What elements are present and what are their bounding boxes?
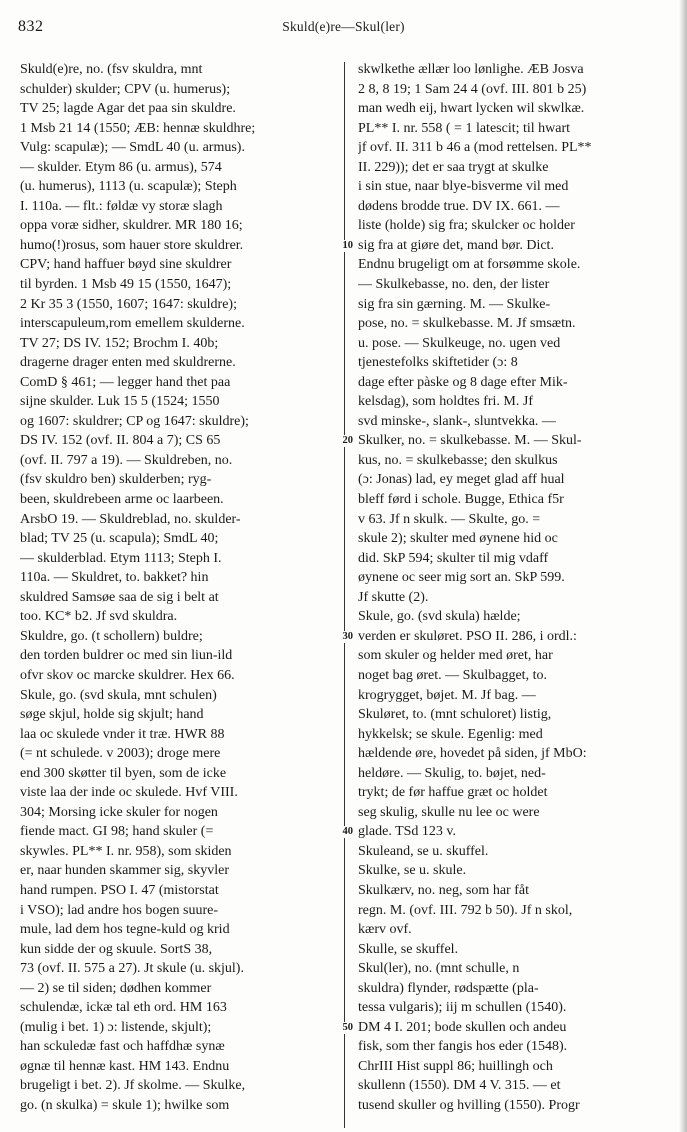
text-line: glade. TSd 123 v.	[358, 824, 456, 840]
text-line: II. 229)); det er saa trygt at skulke	[358, 159, 549, 175]
text-line: 73 (ovf. II. 575 a 27). Jt skule (u. skjul).	[20, 961, 244, 977]
text-line: regn. M. (ovf. III. 792 b 50). Jf n skol,	[358, 902, 573, 918]
text-line: Endnu brugeligt om at forsømme skole.	[358, 257, 581, 273]
text-line: schulder) skulder; CPV (u. humerus);	[20, 81, 231, 97]
text-line: fisk, som ther fangis hos eder (1548).	[358, 1039, 568, 1055]
text-line: (ɔ: Jonas) lad, ey meget glad aff hual	[358, 472, 565, 488]
text-line: humo(!)rosus, som hauer store skuldrer.	[20, 237, 244, 253]
text-line: (= nt schulede. v 2003); droge mere	[20, 746, 221, 762]
text-line: Vulg: scapulæ); — SmdL 40 (u. armus).	[20, 140, 245, 156]
text-line: svd minske-, slank-, sluntvekka. —	[358, 413, 556, 429]
text-line: man wedh eij, hwart lycken wil skwlkæ.	[358, 101, 585, 117]
text-line: go. (n skulka) = skule 1); hwilke som	[20, 1097, 230, 1113]
text-line: oppa voræ sidher, skuldrer. MR 180 16;	[20, 218, 243, 234]
text-line: til byrden. 1 Msb 49 15 (1550, 1647);	[20, 277, 232, 293]
text-line: (mulig i bet. 1) ɔ: listende, skjult);	[20, 1019, 212, 1035]
text-line: skwlkethe ællær loo lønlighe. ÆB Josva	[358, 62, 584, 77]
text-line: trykt; de før haffue græt oc holdet	[358, 785, 548, 801]
text-line: — skulderblad. Etym 1113; Steph I.	[20, 550, 222, 566]
text-line: ArsbO 19. — Skuldreblad, no. skulder-	[20, 511, 241, 527]
right-column	[358, 60, 670, 1116]
text-line: did. SkP 594; skulter til mig vdaff	[358, 550, 549, 566]
text-line: interscapuleum,rom emellem skulderne.	[20, 316, 245, 332]
text-line: end 300 skøtter til byen, som de icke	[20, 765, 227, 781]
text-line: Skuldre, go. (t schollern) buldre;	[20, 628, 203, 644]
margin-line-number: 10	[339, 240, 353, 252]
page-header	[18, 18, 669, 40]
text-line: den torden buldrer oc med sin liun-ild	[20, 648, 233, 664]
text-line: Skuleand, se u. skuffel.	[358, 843, 489, 859]
text-line: hand rumpen. PSO I. 47 (mistorstat	[20, 882, 219, 898]
text-line: skullenn (1550). DM 4 V. 315. — et	[358, 1078, 561, 1094]
text-line: 304; Morsing icke skuler for nogen	[20, 804, 218, 820]
text-line: skywles. PL** I. nr. 958), som skiden	[20, 843, 232, 859]
text-line: Skule, go. (svd skula) hælde;	[358, 609, 521, 625]
text-line: fiende mact. GI 98; hand skuler (=	[20, 824, 214, 840]
text-line: kus, no. = skulkebasse; den skulkus	[358, 452, 558, 468]
text-line: u. pose. — Skulkeuge, no. ugen ved	[358, 335, 561, 351]
text-line: schulendæ, ickæ tal eth ord. HM 163	[20, 1000, 227, 1016]
text-line: been, skuldrebeen arme oc laarbeen.	[20, 492, 224, 508]
text-line: TV 27; DS IV. 152; Brochm I. 40b;	[20, 335, 219, 351]
text-line: sig fra sin gærning. M. — Skulke-	[358, 296, 551, 312]
text-line: heldøre. — Skulig, to. bøjet, ned-	[358, 765, 546, 781]
text-line: skule 2); skulter med øynene hid oc	[358, 531, 558, 547]
text-line: 2 Kr 35 3 (1550, 1607; 1647: skuldre);	[20, 296, 237, 312]
text-line: søge skjul, holde sig skjult; hand	[20, 707, 204, 723]
page-edge-shadow	[679, 0, 687, 1132]
text-line: pose, no. = skulkebasse. M. Jf smsætn.	[358, 316, 576, 332]
text-line: hykkelsk; se skule. Egenlig: med	[358, 726, 543, 742]
page-number: 832	[18, 18, 44, 35]
text-line: tjenestefolks skiftetider (ɔ: 8	[358, 355, 518, 371]
text-line: dødens brodde true. DV IX. 661. —	[358, 198, 560, 214]
text-line: Skulkærv, no. neg, som har fåt	[358, 882, 529, 898]
text-line: i sin stue, naar blye-bisverme vil med	[358, 179, 569, 195]
text-line: Skule, go. (svd skula, mnt schulen)	[20, 687, 217, 703]
text-line: som skuler og helder med øret, har	[358, 648, 553, 664]
text-line: noget bag øret. — Skulbagget, to.	[358, 667, 547, 683]
margin-line-number: 40	[339, 826, 353, 838]
text-line: verden er skuløret. PSO II. 286, i ordl.:	[358, 628, 577, 644]
text-line: Skulle, se skuffel.	[358, 941, 459, 957]
text-line: (u. humerus), 1113 (u. scapulæ); Steph	[20, 179, 237, 195]
text-line: han sckuledæ fast och haffdhæ synæ	[20, 1039, 225, 1055]
text-line: øgnæ til hennæ kast. HM 143. Endnu	[20, 1058, 230, 1074]
text-line: ChrIII Hist suppl 86; huillingh och	[358, 1058, 553, 1074]
text-line: sig fra at giøre det, mand bør. Dict.	[358, 237, 554, 253]
text-line: bleff førd i schole. Bugge, Ethica f5r	[358, 492, 564, 508]
text-line: Skul(ler), no. (mnt schulle, n	[358, 961, 520, 977]
text-line: v 63. Jf n skulk. — Skulte, go. =	[358, 511, 541, 527]
text-line: — 2) se til siden; dødhen kommer	[20, 980, 212, 996]
text-line: (ovf. II. 797 a 19). — Skuldreben, no.	[20, 452, 233, 468]
text-line: ComD § 461; — legger hand thet paa	[20, 374, 231, 390]
text-line: tessa vulgaris); iij m schullen (1540).	[358, 1000, 567, 1016]
text-line: PL** I. nr. 558 ( = 1 latescit; til hwart	[358, 120, 571, 136]
text-line: og 1607: skuldrer; CP og 1647: skuldre);	[20, 413, 249, 429]
margin-line-number: 30	[339, 631, 353, 643]
text-line: skuldra) flynder, rødspætte (pla-	[358, 980, 539, 996]
text-line: I. 110a. — flt.: føldæ vy storæ slagh	[20, 198, 223, 214]
text-line: 1 Msb 21 14 (1550; ÆB: hennæ skuldhre;	[20, 120, 256, 136]
text-line: too. KC* b2. Jf svd skuldra.	[20, 609, 178, 625]
text-line: dage efter pàske og 8 dage efter Mik-	[358, 374, 568, 390]
text-line: brugeligt i bet. 2). Jf skolme. — Skulke,	[20, 1078, 246, 1094]
text-line: 110a. — Skuldret, to. bakket? hin	[20, 570, 209, 586]
text-line: DM 4 I. 201; bode skullen och andeu	[358, 1019, 567, 1035]
text-line: hældende øre, hovedet på siden, jf MbO:	[358, 746, 587, 762]
text-line: kelsdag), som holdtes fri. M. Jf	[358, 394, 533, 410]
text-line: viste laa der inde oc skulede. Hvf VIII.	[20, 785, 238, 801]
left-column	[20, 60, 336, 1116]
text-line: — Skulkebasse, no. den, der lister	[358, 277, 550, 293]
text-line: er, naar hunden skammer sig, skyvler	[20, 863, 229, 879]
text-line: øynene oc seer mig sort an. SkP 599.	[358, 570, 565, 586]
text-line: Skulke, se u. skule.	[358, 863, 467, 879]
text-line: 2 8, 8 19; 1 Sam 24 4 (ovf. III. 801 b 25)	[358, 81, 587, 97]
text-line: krogrygget, bøjet. M. Jf bag. —	[358, 687, 536, 703]
margin-line-number: 20	[339, 435, 353, 447]
text-line: laa oc skulede vnder it træ. HWR 88	[20, 726, 225, 742]
text-line: i VSO); lad andre hos bogen suure-	[20, 902, 219, 918]
text-line: skuldred Samsøe saa de sig i belt at	[20, 589, 219, 605]
column-divider	[344, 62, 345, 1128]
text-line: CPV; hand haffuer bøyd sine skuldrer	[20, 257, 232, 273]
text-line: ofvr skov oc marcke skuldrer. Hex 66.	[20, 667, 235, 683]
text-line: (fsv skuldro ben) skulderben; ryg-	[20, 472, 212, 488]
text-line: DS IV. 152 (ovf. II. 804 a 7); CS 65	[20, 433, 221, 449]
text-line: tusend skuller og hvilling (1550). Progr	[358, 1097, 580, 1113]
text-line: Jf skutte (2).	[358, 589, 429, 605]
running-head: Skuld(e)re—Skul(ler)	[282, 19, 405, 34]
text-line: TV 25; lagde Agar det paa sin skuldre.	[20, 101, 236, 117]
text-line: dragerne drager enten med skuldrerne.	[20, 355, 236, 371]
text-line: kærv ovf.	[358, 922, 412, 938]
text-line: Skuld(e)re, no. (fsv skuldra, mnt	[20, 62, 203, 77]
text-line: mule, lad dem hos tegne-kuld og krid	[20, 922, 230, 938]
text-line: liste (holde) sig fra; skulcker oc holder	[358, 218, 575, 234]
text-line: blad; TV 25 (u. scapula); SmdL 40;	[20, 531, 219, 547]
text-line: kun sidde der og skuule. SortS 38,	[20, 941, 213, 957]
text-line: sijne skulder. Luk 15 5 (1524; 1550	[20, 394, 220, 410]
text-line: seg skulig, skulle nu lee oc were	[358, 804, 540, 820]
text-line: Skulker, no. = skulkebasse. M. — Skul-	[358, 433, 582, 449]
text-line: Skuløret, to. (mnt schuloret) listig,	[358, 707, 552, 723]
text-line: — skulder. Etym 86 (u. armus), 574	[20, 159, 222, 175]
margin-line-number: 50	[339, 1022, 353, 1034]
text-line: jf ovf. II. 311 b 46 a (mod rettelsen. PL**	[358, 140, 592, 156]
